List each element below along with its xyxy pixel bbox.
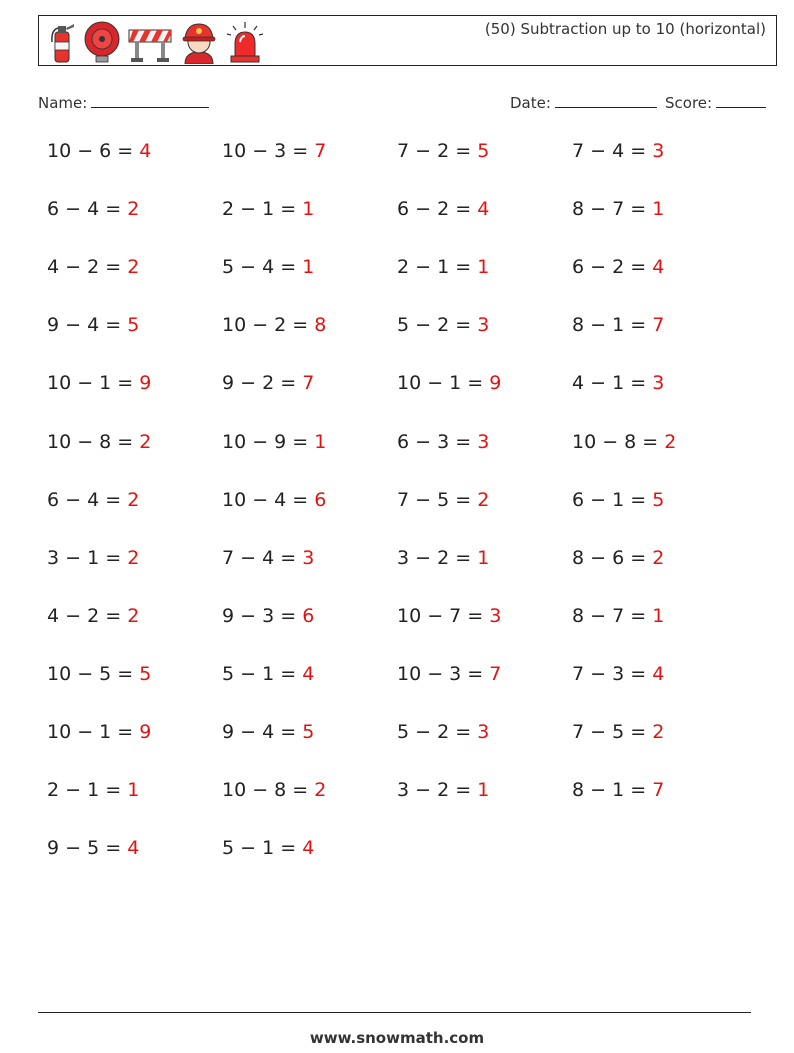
problem-answer: 7 <box>489 662 502 685</box>
problem-answer: 5 <box>127 314 140 337</box>
problem-answer: 2 <box>127 604 140 627</box>
problem-item <box>47 314 139 336</box>
problem-item <box>397 431 489 453</box>
problem-expression: 10 − 9 = <box>222 430 315 453</box>
problem-row <box>47 372 767 412</box>
problem-answer: 2 <box>139 430 152 453</box>
problem-answer: 3 <box>477 430 490 453</box>
footer-url: www.snowmath.com <box>309 1029 485 1047</box>
name-blank-line[interactable] <box>91 93 209 108</box>
firefighter-icon <box>179 20 219 64</box>
problem-answer: 5 <box>652 488 665 511</box>
problem-answer: 2 <box>127 256 140 279</box>
problem-expression: 9 − 4 = <box>222 721 303 743</box>
problem-item <box>222 256 314 278</box>
problem-expression: 5 − 1 = <box>222 662 303 685</box>
problem-expression: 8 − 7 = <box>572 604 653 627</box>
problem-answer: 1 <box>477 546 490 569</box>
problem-answer: 2 <box>127 546 140 569</box>
problem-item <box>397 256 489 278</box>
problem-answer: 2 <box>127 488 140 511</box>
problem-item <box>222 198 314 220</box>
problem-expression: 5 − 2 = <box>397 721 478 743</box>
problem-item <box>222 721 314 743</box>
problem-answer: 2 <box>652 721 665 743</box>
problem-item <box>222 431 326 453</box>
problem-item <box>47 721 151 743</box>
problem-answer: 5 <box>302 721 315 743</box>
problem-expression: 8 − 6 = <box>572 546 653 569</box>
problem-item <box>397 140 489 162</box>
problem-answer: 4 <box>127 837 140 860</box>
problem-item <box>47 140 151 162</box>
problem-expression: 10 − 3 = <box>222 140 315 162</box>
problem-item <box>572 431 676 453</box>
header-icons <box>47 18 265 64</box>
problem-answer: 9 <box>489 372 502 395</box>
problem-expression: 2 − 1 = <box>397 256 478 279</box>
score-field[interactable] <box>665 93 766 112</box>
problem-answer: 3 <box>489 604 502 627</box>
problem-item <box>47 547 139 569</box>
problem-item <box>572 547 664 569</box>
score-blank-line[interactable] <box>716 93 766 108</box>
problem-row <box>47 663 767 703</box>
problem-item <box>572 721 664 743</box>
worksheet-title: (50) Subtraction up to 10 (horizontal) <box>484 20 766 38</box>
problem-item <box>222 779 326 801</box>
problem-expression: 6 − 1 = <box>572 488 653 511</box>
problem-item <box>47 431 151 453</box>
problem-expression: 5 − 4 = <box>222 256 303 279</box>
problem-expression: 7 − 4 = <box>222 546 303 569</box>
problem-item <box>397 721 489 743</box>
problem-item <box>222 605 314 627</box>
problem-item <box>572 314 664 336</box>
problem-answer: 6 <box>314 488 327 511</box>
problem-item <box>47 663 151 685</box>
problem-answer: 9 <box>139 721 152 743</box>
problem-item <box>222 663 314 685</box>
problem-row <box>47 140 767 180</box>
problem-answer: 4 <box>477 198 490 221</box>
problem-item <box>222 372 314 394</box>
problem-item <box>222 140 326 162</box>
problem-item <box>47 372 151 394</box>
problem-expression: 10 − 5 = <box>47 662 140 685</box>
problem-expression: 10 − 1 = <box>397 372 490 395</box>
problem-row <box>47 314 767 354</box>
problem-expression: 9 − 3 = <box>222 604 303 627</box>
problem-answer: 7 <box>302 372 315 395</box>
problem-answer: 8 <box>314 314 327 337</box>
problem-answer: 1 <box>314 430 327 453</box>
problem-row <box>47 547 767 587</box>
problem-expression: 10 − 3 = <box>397 662 490 685</box>
problem-expression: 10 − 8 = <box>222 779 315 802</box>
worksheet-header <box>38 15 777 66</box>
problem-row <box>47 721 767 761</box>
problem-expression: 9 − 5 = <box>47 837 128 860</box>
fire-alarm-bell-icon <box>83 20 121 64</box>
problem-item <box>47 605 139 627</box>
problem-expression: 9 − 2 = <box>222 372 303 395</box>
problem-item <box>222 547 314 569</box>
problem-row <box>47 431 767 471</box>
problem-expression: 3 − 2 = <box>397 779 478 802</box>
problem-answer: 5 <box>477 140 490 162</box>
date-field[interactable] <box>510 93 657 112</box>
problem-item <box>572 605 664 627</box>
problem-answer: 7 <box>652 314 665 337</box>
problem-answer: 7 <box>314 140 327 162</box>
problem-row <box>47 198 767 238</box>
score-label: Score: <box>665 94 713 112</box>
problem-item <box>47 198 139 220</box>
problem-answer: 9 <box>139 372 152 395</box>
problem-item <box>397 198 489 220</box>
problem-expression: 5 − 2 = <box>397 314 478 337</box>
problem-answer: 7 <box>652 779 665 802</box>
problem-answer: 3 <box>477 721 490 743</box>
problem-expression: 6 − 4 = <box>47 198 128 221</box>
problem-answer: 3 <box>652 140 665 162</box>
problem-expression: 10 − 2 = <box>222 314 315 337</box>
problem-expression: 10 − 8 = <box>572 430 665 453</box>
fire-extinguisher-icon <box>47 20 77 64</box>
problem-answer: 4 <box>302 662 315 685</box>
date-label: Date: <box>510 94 551 112</box>
problem-item <box>397 489 489 511</box>
problem-item <box>397 547 489 569</box>
problem-row <box>47 256 767 296</box>
problem-expression: 10 − 4 = <box>222 488 315 511</box>
problem-expression: 3 − 2 = <box>397 546 478 569</box>
problem-row <box>47 837 767 877</box>
problem-answer: 1 <box>652 604 665 627</box>
problem-answer: 2 <box>127 198 140 221</box>
problem-expression: 5 − 1 = <box>222 837 303 860</box>
problem-expression: 10 − 8 = <box>47 430 140 453</box>
problem-item <box>397 663 501 685</box>
problem-item <box>222 837 314 859</box>
problem-expression: 6 − 2 = <box>397 198 478 221</box>
problem-expression: 6 − 4 = <box>47 488 128 511</box>
problem-expression: 8 − 1 = <box>572 314 653 337</box>
problem-answer: 4 <box>139 140 152 162</box>
problem-answer: 1 <box>477 779 490 802</box>
problem-expression: 10 − 1 = <box>47 721 140 743</box>
road-barrier-icon <box>127 20 173 64</box>
problem-item <box>572 489 664 511</box>
problem-item <box>47 256 139 278</box>
problem-expression: 6 − 2 = <box>572 256 653 279</box>
problem-answer: 2 <box>664 430 677 453</box>
problem-answer: 2 <box>314 779 327 802</box>
problem-expression: 7 − 2 = <box>397 140 478 162</box>
problem-expression: 6 − 3 = <box>397 430 478 453</box>
problem-expression: 2 − 1 = <box>222 198 303 221</box>
problem-item <box>397 779 489 801</box>
problem-expression: 8 − 7 = <box>572 198 653 221</box>
problem-expression: 4 − 1 = <box>572 372 653 395</box>
problem-answer: 3 <box>652 372 665 395</box>
problem-item <box>572 198 664 220</box>
problem-item <box>572 663 664 685</box>
problem-answer: 4 <box>652 662 665 685</box>
problem-answer: 1 <box>652 198 665 221</box>
problem-row <box>47 489 767 529</box>
problem-item <box>572 140 664 162</box>
problem-expression: 7 − 5 = <box>397 488 478 511</box>
problem-expression: 7 − 3 = <box>572 662 653 685</box>
problem-expression: 10 − 1 = <box>47 372 140 395</box>
problem-answer: 1 <box>302 256 315 279</box>
problem-expression: 10 − 7 = <box>397 604 490 627</box>
problem-expression: 4 − 2 = <box>47 256 128 279</box>
problem-answer: 3 <box>302 546 315 569</box>
problem-answer: 1 <box>302 198 315 221</box>
problem-answer: 3 <box>477 314 490 337</box>
problem-answer: 6 <box>302 604 315 627</box>
problem-expression: 2 − 1 = <box>47 779 128 802</box>
problem-answer: 1 <box>127 779 140 802</box>
problem-row <box>47 779 767 819</box>
problem-answer: 4 <box>652 256 665 279</box>
problem-item <box>572 256 664 278</box>
problem-item <box>397 314 489 336</box>
problem-item <box>397 372 501 394</box>
problem-expression: 7 − 4 = <box>572 140 653 162</box>
footer-divider <box>38 1012 751 1013</box>
problem-expression: 10 − 6 = <box>47 140 140 162</box>
problem-item <box>222 314 326 336</box>
name-field[interactable] <box>38 93 209 112</box>
problem-item <box>47 779 139 801</box>
problem-expression: 8 − 1 = <box>572 779 653 802</box>
problem-answer: 4 <box>302 837 315 860</box>
problem-item <box>572 779 664 801</box>
problem-row <box>47 605 767 645</box>
problem-expression: 3 − 1 = <box>47 546 128 569</box>
problem-answer: 2 <box>652 546 665 569</box>
problem-item <box>222 489 326 511</box>
date-blank-line[interactable] <box>555 93 657 108</box>
problem-answer: 1 <box>477 256 490 279</box>
problem-expression: 7 − 5 = <box>572 721 653 743</box>
problem-answer: 2 <box>477 488 490 511</box>
siren-light-icon <box>225 20 265 64</box>
problem-expression: 9 − 4 = <box>47 314 128 337</box>
problem-item <box>572 372 664 394</box>
problem-item <box>47 837 139 859</box>
name-label: Name: <box>38 94 88 112</box>
problem-expression: 4 − 2 = <box>47 604 128 627</box>
problem-answer: 5 <box>139 662 152 685</box>
problem-item <box>47 489 139 511</box>
problem-item <box>397 605 501 627</box>
